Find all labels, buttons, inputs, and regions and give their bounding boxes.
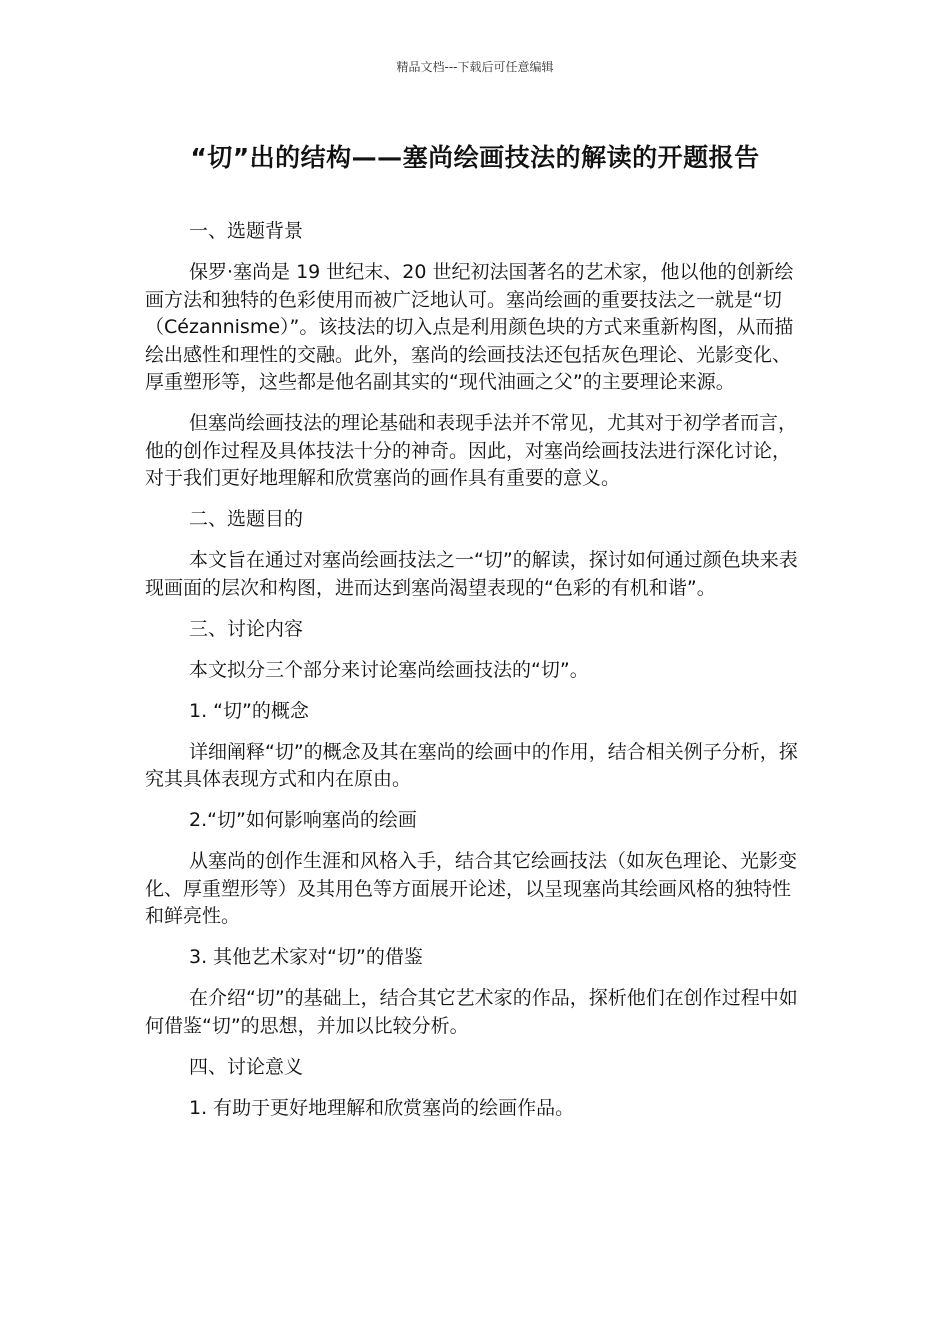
document-title: “切”出的结构——塞尚绘画技法的解读的开题报告 bbox=[190, 143, 760, 172]
document-body bbox=[145, 218, 800, 1136]
paragraph-other-artists: 在介绍“切”的基础上，结合其它艺术家的作品，探析他们在创作过程中如何借鉴“切”的思想，并加以比较分析。 bbox=[145, 987, 798, 1037]
section-heading-background: 一、选题背景 bbox=[189, 220, 304, 242]
paragraph-background-1: 保罗·塞尚是 19 世纪末、20 世纪初法国著名的艺术家，他以他的创新绘画方法和独特的色彩使用而被广泛地认可。塞尚绘画的重要技法之一就是“切（Cézannisme）”。该技法的切入点是利用颜色块的方式来重新构图，从而描绘出感性和理性的交融。此外，塞尚的绘画技法还包括灰色理论、光影变化、厚重塑形等，这些都是他名副其实的“现代油画之父”的主要理论来源。 bbox=[145, 261, 794, 393]
subheading-other-artists: 3. 其他艺术家对“切”的借鉴 bbox=[189, 946, 423, 968]
paragraph-influence: 从塞尚的创作生涯和风格入手，结合其它绘画技法（如灰色理论、光影变化、厚重塑形等）及其用色等方面展开论述，以呈现塞尚其绘画风格的独特性和鲜亮性。 bbox=[145, 850, 798, 927]
subheading-influence: 2.“切”如何影响塞尚的绘画 bbox=[189, 809, 417, 831]
paragraph-purpose: 本文旨在通过对塞尚绘画技法之一“切”的解读，探讨如何通过颜色块来表现画面的层次和构图，进而达到塞尚渴望表现的“色彩的有机和谐”。 bbox=[145, 549, 798, 599]
paragraph-content-intro: 本文拟分三个部分来讨论塞尚绘画技法的“切”。 bbox=[189, 658, 589, 681]
section-heading-content: 三、讨论内容 bbox=[189, 617, 304, 640]
paragraph-background-2: 但塞尚绘画技法的理论基础和表现手法并不常见，尤其对于初学者而言，他的创作过程及具体技法十分的神奇。因此，对塞尚绘画技法进行深化讨论，对于我们更好地理解和欣赏塞尚的画作具有重要的意义。 bbox=[145, 412, 798, 489]
paragraph-significance-1: 1. 有助于更好地理解和欣赏塞尚的绘画作品。 bbox=[189, 1096, 575, 1119]
section-heading-purpose: 二、选题目的 bbox=[189, 508, 304, 530]
section-heading-significance: 四、讨论意义 bbox=[189, 1055, 304, 1078]
subheading-concept: 1. “切”的概念 bbox=[189, 699, 309, 722]
header-note: 精品文档---下载后可任意编辑 bbox=[396, 60, 554, 74]
paragraph-concept: 详细阐释“切”的概念及其在塞尚的绘画中的作用，结合相关例子分析，探究其具体表现方式和内在原由。 bbox=[145, 740, 798, 790]
